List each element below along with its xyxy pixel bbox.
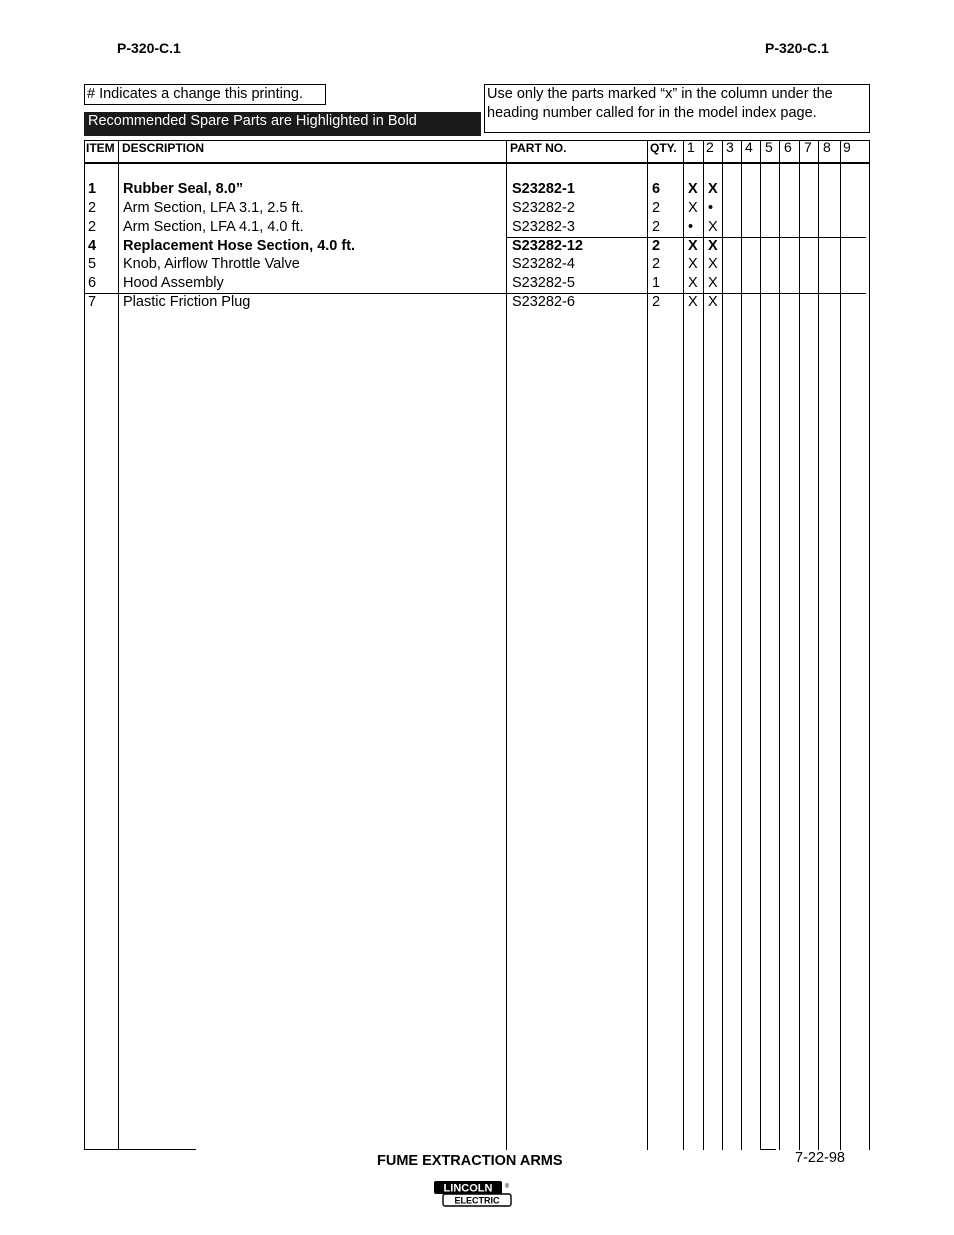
row-qty: 6 [652, 181, 661, 197]
row-item: 1 [88, 181, 97, 197]
row-description: Replacement Hose Section, 4.0 ft. [123, 238, 356, 254]
col-rule-2 [722, 140, 723, 1150]
row-qty: 2 [652, 219, 661, 235]
col-rule-description [506, 140, 507, 1150]
bottom-rule-right [760, 1149, 776, 1150]
row-mark-col2: X [708, 294, 718, 310]
header-description: DESCRIPTION [122, 141, 205, 155]
row-part-no: S23282-12 [512, 238, 583, 254]
col-rule-right [869, 140, 870, 1150]
row-description: Arm Section, LFA 3.1, 2.5 ft. [123, 200, 304, 216]
row-item: 5 [88, 256, 97, 272]
row-mark-col1: X [688, 181, 698, 197]
col-rule-item [118, 140, 119, 1150]
row-item: 2 [88, 219, 97, 235]
col-rule-qty [683, 140, 684, 1150]
row-description: Knob, Airflow Throttle Valve [123, 256, 300, 272]
row-mark-col1: X [688, 200, 698, 216]
row-description: Arm Section, LFA 4.1, 4.0 ft. [123, 219, 304, 235]
model-col-3: 3 [726, 139, 734, 155]
col-rule-7 [818, 140, 819, 1150]
table-header-rule [84, 162, 870, 164]
page-code-left: P-320-C.1 [117, 40, 181, 56]
header-item: ITEM [86, 141, 115, 155]
revision-date: 7-22-98 [795, 1150, 845, 1166]
row-qty: 2 [652, 256, 661, 272]
change-note: # Indicates a change this printing. [84, 84, 326, 105]
row-mark-col2: X [708, 256, 718, 272]
model-col-4: 4 [745, 139, 753, 155]
row-mark-col2: X [708, 181, 718, 197]
row-part-no: S23282-6 [512, 294, 575, 310]
row-qty: 2 [652, 294, 661, 310]
row-mark-col2: X [708, 275, 718, 291]
row-mark-col2: X [708, 219, 718, 235]
row-qty: 2 [652, 200, 661, 216]
row-part-no: S23282-4 [512, 256, 575, 272]
col-rule-4 [760, 140, 761, 1150]
footer-title: FUME EXTRACTION ARMS [377, 1153, 563, 1169]
row-mark-col1: X [688, 238, 698, 254]
lincoln-electric-logo [433, 1179, 513, 1208]
row-mark-col1: X [688, 294, 698, 310]
row-item: 7 [88, 294, 97, 310]
row-mark-col1: • [688, 219, 694, 235]
col-rule-5 [779, 140, 780, 1150]
page-code-right: P-320-C.1 [765, 40, 829, 56]
logo-top-text: LINCOLN [443, 1182, 493, 1195]
model-col-8: 8 [823, 139, 831, 155]
logo-bottom-text: ELECTRIC [454, 1195, 500, 1206]
col-rule-1 [703, 140, 704, 1150]
col-rule-left [84, 140, 85, 1150]
row-mark-col1: X [688, 256, 698, 272]
row-qty: 1 [652, 275, 661, 291]
col-rule-6 [799, 140, 800, 1150]
row-description: Hood Assembly [123, 275, 224, 291]
model-col-2: 2 [706, 139, 714, 155]
row-item: 6 [88, 275, 97, 291]
use-only-line-2: heading number called for in the model index page. [487, 105, 817, 121]
registered-mark: ® [504, 1184, 510, 1190]
row-mark-col1: X [688, 275, 698, 291]
model-col-6: 6 [784, 139, 792, 155]
col-rule-part-no [647, 140, 648, 1150]
bottom-rule-left [84, 1149, 196, 1150]
use-only-line-1: Use only the parts marked “x” in the column under the [487, 86, 833, 102]
row-item: 4 [88, 238, 97, 254]
header-qty: QTY. [650, 141, 677, 155]
row-mark-col2: X [708, 238, 718, 254]
row-item: 2 [88, 200, 97, 216]
model-col-9: 9 [843, 139, 851, 155]
col-rule-8 [840, 140, 841, 1150]
row-part-no: S23282-5 [512, 275, 575, 291]
model-col-5: 5 [765, 139, 773, 155]
row-qty: 2 [652, 238, 661, 254]
row-part-no: S23282-3 [512, 219, 575, 235]
col-rule-3 [741, 140, 742, 1150]
use-only-note [484, 84, 870, 133]
row-part-no: S23282-2 [512, 200, 575, 216]
model-col-7: 7 [804, 139, 812, 155]
row-mark-col2: • [708, 200, 714, 216]
row-description: Rubber Seal, 8.0” [123, 181, 244, 197]
row-description: Plastic Friction Plug [123, 294, 251, 310]
header-part-no: PART NO. [510, 141, 567, 155]
row-part-no: S23282-1 [512, 181, 575, 197]
model-col-1: 1 [687, 139, 695, 155]
spare-parts-note: Recommended Spare Parts are Highlighted in Bold [84, 112, 481, 136]
